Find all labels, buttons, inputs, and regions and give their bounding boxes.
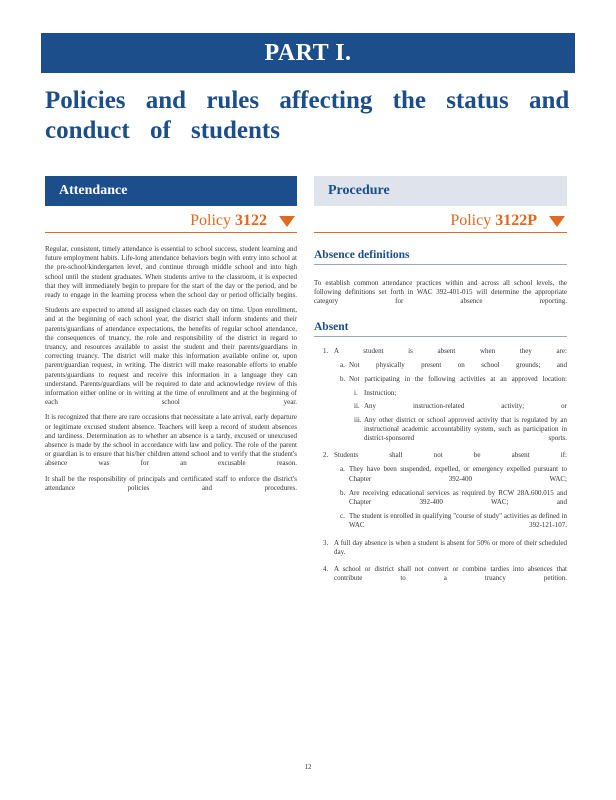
roman-numeral: i. [354, 389, 358, 398]
list-letter: b. [340, 375, 346, 384]
roman-list-item [349, 402, 567, 411]
attendance-section-title: Attendance [59, 183, 128, 198]
sub-list-item [334, 465, 567, 483]
roman-item-text: Instruction; [364, 389, 397, 398]
absent-section [314, 319, 567, 584]
list-number: 1. [323, 346, 329, 355]
list-number: 2. [323, 451, 329, 460]
policy-3122-label [45, 211, 297, 233]
paragraph: Students are expected to attend all assigned classes each day on time. Upon enrollment, and at the beginning of each school year, the district shall inform students and their parents/guardians of attendance expectations, the benefits of regular school attendance, the consequences of truancy, the role and responsibility of the district in regard to truancy, and resources available to assist the student and their parents/guardians in correcting truancy. The district will make this information available online or, upon parent/guardian request, in writing. The district will make reasonable efforts to enable parents/guardians to request and receive this information in a language they can understand. Parents/guardians will be required to date and acknowledge review of this information either online or in writing at the time of enrollment and at the beginning of each school year. [45, 306, 297, 407]
triangle-down-icon [279, 216, 295, 227]
list-letter: c. [340, 512, 345, 521]
list-item-text: A student is absent when they are: [334, 346, 567, 355]
sub-list-item [334, 375, 567, 443]
roman-list-item [349, 389, 567, 398]
roman-numeral: ii. [354, 402, 360, 411]
definitions-text: To establish common attendance practices within and across all school levels, the following definitions set forth in WAC 392-401-015 will determine the appropriate category for absence reporting. [314, 279, 567, 306]
sub-list-item [334, 512, 567, 530]
paragraph: It shall be the responsibility of principals and certificated staff to enforce the district's attendance policies and procedures. [45, 474, 297, 492]
sub-list-item [334, 361, 567, 370]
list-number: 4. [323, 565, 329, 574]
sub-item-text: They have been suspended, expelled, or emergency expelled pursuant to Chapter 392-400 WAC; [349, 465, 567, 483]
policy-3122p-label [314, 211, 567, 233]
sub-item-text: Not participating in the following activities at an approved location: [349, 375, 567, 384]
page-number: 12 [304, 763, 312, 771]
roman-item-text: Any instruction-related activity; or [364, 402, 567, 411]
paragraph: Regular, consistent, timely attendance is essential to school success, student learning and future employment habits. Life-long attendance behaviors begin with entry into school at the pre-school/kindergarten level, and continue through middle school and into high school until the student graduates. When students arrive to the classroom, it is expected that they will immediately begin to prepare for the start of the day or the period, and be ready to engage in the learning process when the school day or period officially begins. [45, 245, 297, 300]
list-item [314, 347, 567, 444]
policy-number: 3122P [495, 212, 537, 229]
roman-item-text: Any other district or school approved activity that is regulated by an instructional academic accountability system, such as participation in district-sponsored sports. [364, 415, 567, 443]
list-number: 3. [323, 538, 329, 547]
attendance-policy-text [45, 245, 297, 493]
policy-label-text: Policy [190, 212, 235, 229]
procedure-section-header [314, 176, 567, 206]
absent-list [314, 347, 567, 584]
attendance-column [45, 176, 297, 499]
procedure-section-title: Procedure [328, 183, 390, 198]
sub-list-item [334, 489, 567, 507]
sub-item-text: The student is enrolled in qualifying "course of study" activities as defined in WAC 392-121-107. [349, 512, 567, 530]
roman-numeral: iii. [354, 415, 362, 424]
absence-definitions-section [314, 247, 567, 307]
roman-list-item [349, 416, 567, 444]
procedure-column [314, 176, 567, 591]
list-letter: b. [340, 488, 346, 497]
sub-item-text: Not physically present on school grounds; and [349, 360, 567, 369]
triangle-down-icon [549, 216, 565, 227]
paragraph: It is recognized that there are rare occasions that necessitate a late arrival, early departure or legitimate excused student absence. Teachers will keep a record of student absences and tardiness. Determination as to whether an absence is a tardy, excused or unexcused absence is made by the school in accordance with law and policy. The role of the parent or guardian is to ensure that his/her children attend school and to verify that the student's absence was for an excusable reason. [45, 413, 297, 468]
list-item-text: Students shall not be absent if: [334, 451, 567, 460]
list-letter: a. [340, 465, 345, 474]
list-item-text: A school or district shall not convert or combine tardies into absences that contribute to a truancy petition. [334, 565, 567, 583]
sub-item-text: Are receiving educational services as required by RCW 28A.600.015 and Chapter 392-400 WAC; and [349, 488, 567, 507]
part-title: PART I. [264, 40, 352, 66]
policy-label-text: Policy [450, 212, 496, 229]
policy-number: 3122 [235, 212, 267, 229]
part-title-banner [41, 33, 575, 73]
list-item [314, 539, 567, 557]
absence-definitions-heading: Absence definitions [314, 247, 567, 265]
list-item [314, 451, 567, 530]
list-letter: a. [340, 360, 345, 369]
attendance-section-header [45, 176, 297, 206]
list-item [314, 565, 567, 583]
page-title: Policies and rules affecting the status and conduct of students [45, 87, 570, 144]
list-item-text: A full day absence is when a student is absent for 50% or more of their scheduled day. [334, 538, 567, 556]
absent-heading: Absent [314, 319, 567, 337]
